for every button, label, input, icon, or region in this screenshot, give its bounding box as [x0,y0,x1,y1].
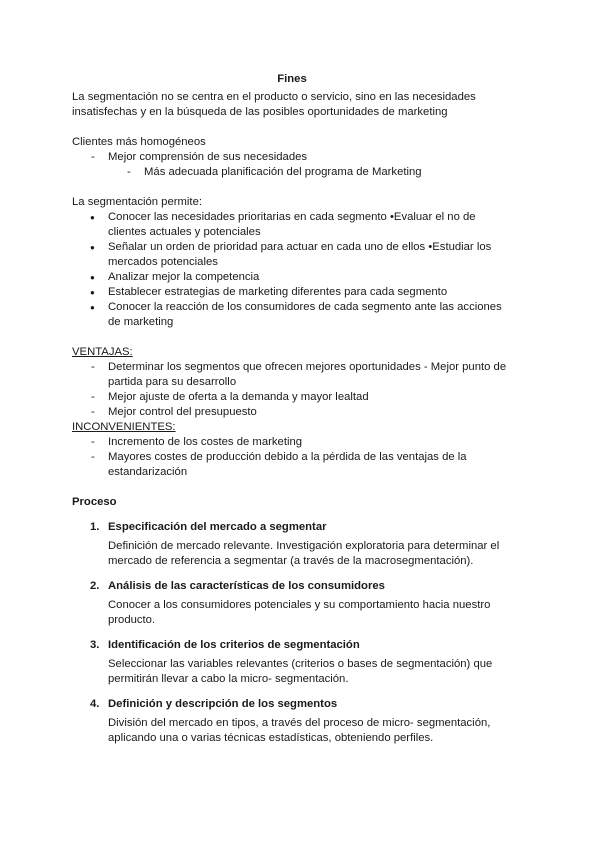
list-item: - Mayores costes de producción debido a la pérdida de las ventajas de la estandarización [72,450,512,480]
list-item: ● Conocer las necesidades prioritarias en cada segmento •Evaluar el no de clientes actuales y potenciales [72,210,512,240]
step-body: Definición de mercado relevante. Investigación exploratoria para determinar el mercado de referencia a segmentar (a través de la macrosegmentación). [108,540,500,567]
permite-list [72,210,512,330]
process-step [72,579,512,628]
clientes-list [72,150,512,165]
list-item: - Mejor ajuste de oferta a la demanda y mayor lealtad [72,390,512,405]
list-item: ● Establecer estrategias de marketing diferentes para cada segmento [72,285,512,300]
list-item: - Determinar los segmentos que ofrecen mejores oportunidades - Mejor punto de partida para su desarrollo [72,360,512,390]
list-item: - Más adecuada planificación del programa de Marketing [72,165,512,180]
inconvenientes-list [72,435,512,480]
step-title: Identificación de los criterios de segmentación [108,639,360,651]
clientes-heading: Clientes más homogéneos [72,136,206,148]
step-title: Especificación del mercado a segmentar [108,521,327,533]
step-body: División del mercado en tipos, a través del proceso de micro- segmentación, aplicando una o varias técnicas estadísticas, obteniendo perfiles. [108,717,491,744]
step-body: Conocer a los consumidores potenciales y su comportamiento hacia nuestro producto. [108,599,491,626]
step-number: 3. [90,639,100,651]
page-title: Fines [277,73,307,85]
step-number: 4. [90,698,100,710]
list-item: ● Conocer la reacción de los consumidores de cada segmento ante las acciones de marketing [72,300,512,330]
step-number: 1. [90,521,100,533]
list-item: - Incremento de los costes de marketing [72,435,512,450]
list-item: - Mejor comprensión de sus necesidades [72,150,512,165]
list-item: - Mejor control del presupuesto [72,405,512,420]
proceso-steps [72,520,512,746]
list-item: ● Señalar un orden de prioridad para actuar en cada uno de ellos •Estudiar los mercados potenciales [72,240,512,270]
intro-paragraph: La segmentación no se centra en el producto o servicio, sino en las necesidades insatisfechas y en la búsqueda de las posibles oportunidades de marketing [72,91,476,118]
process-step [72,697,512,746]
process-step [72,520,512,569]
step-body: Seleccionar las variables relevantes (criterios o bases de segmentación) que permitirán llevar a cabo la micro- segmentación. [108,658,493,685]
step-number: 2. [90,580,100,592]
proceso-heading: Proceso [72,496,117,508]
process-step [72,638,512,687]
list-item: ● Analizar mejor la competencia [72,270,512,285]
step-title: Análisis de las características de los consumidores [108,580,385,592]
document-page [72,72,512,746]
ventajas-heading: VENTAJAS: [72,346,133,358]
ventajas-list [72,360,512,420]
permite-heading: La segmentación permite: [72,196,202,208]
inconvenientes-heading: INCONVENIENTES: [72,421,176,433]
step-title: Definición y descripción de los segmentos [108,698,338,710]
clientes-sublist [72,165,512,180]
